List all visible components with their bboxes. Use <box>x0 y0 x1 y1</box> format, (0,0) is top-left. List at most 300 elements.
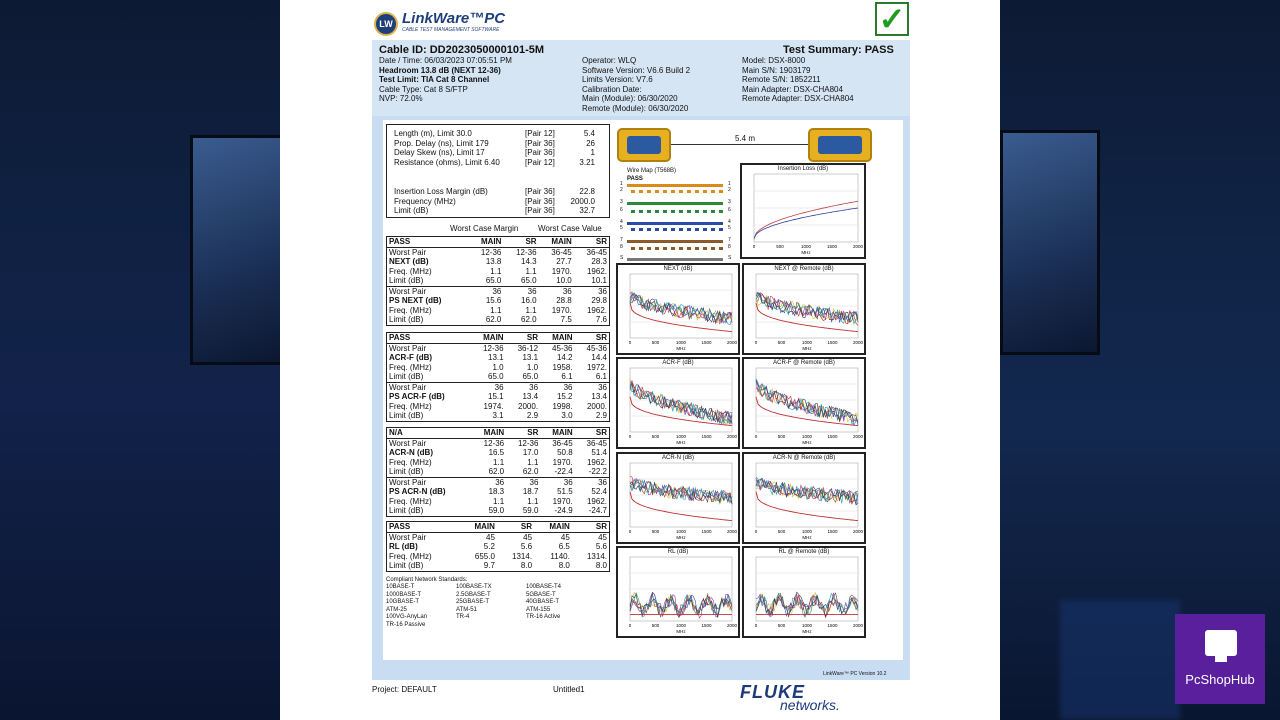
header-info-line: Remote Adapter: DSX-CHA804 <box>742 94 854 103</box>
table-cell: 9.7 <box>483 561 495 570</box>
wiremap-pin-right: 2 <box>728 187 731 193</box>
plot-il <box>740 163 866 259</box>
table-cell: 7.6 <box>595 315 607 324</box>
table-cell: 1.1 <box>527 457 539 467</box>
result-table <box>386 236 610 326</box>
x-tick-label: 2000 <box>852 244 864 249</box>
table-col-header: SR <box>572 522 609 532</box>
plot-canvas <box>618 265 738 353</box>
table-cell: ACR-F (dB) <box>389 353 433 362</box>
worst-margin-label: Worst Case Margin <box>450 224 519 233</box>
table-cell: 2000. <box>586 401 607 411</box>
x-tick-label: 2000 <box>852 434 864 439</box>
x-tick-label: 2000 <box>726 434 738 439</box>
x-axis-unit: MHz <box>802 535 812 540</box>
table-cell: 17.0 <box>522 448 539 457</box>
table-row <box>387 343 609 353</box>
wiremap-pin-left: 7 <box>620 237 623 243</box>
table-cell: Limit (dB) <box>389 315 424 324</box>
summary-label: Limit (dB) <box>394 206 429 215</box>
brand-title: LinkWare™PC <box>402 10 506 27</box>
table-cell: 65.0 <box>521 276 537 285</box>
table-col-header: MAIN <box>472 428 506 438</box>
table-cell: -24.7 <box>588 506 607 515</box>
wiremap-pin-right: 5 <box>728 225 731 231</box>
plot-next <box>616 263 740 355</box>
x-tick-label: 0 <box>754 340 758 345</box>
table-cell: 1962. <box>586 457 607 467</box>
table-cell: 1.1 <box>493 496 505 506</box>
table-cell: 10.1 <box>591 276 607 285</box>
x-tick-label: 1500 <box>701 529 712 534</box>
table-row <box>387 458 609 468</box>
fluke-logo: FLUKE <box>740 682 805 702</box>
table-cell: 1958. <box>552 362 573 372</box>
header-info-line: Model: DSX-8000 <box>742 56 806 65</box>
x-axis-unit: MHz <box>676 440 686 445</box>
table-cell: Freq. (MHz) <box>389 401 432 411</box>
x-axis-unit: MHz <box>676 346 686 351</box>
summary-label: Resistance (ohms), Limit 6.40 <box>394 157 500 167</box>
table-row <box>387 247 609 257</box>
x-tick-label: 500 <box>651 340 660 345</box>
table-cell: 8.0 <box>558 561 570 570</box>
x-tick-label: 2000 <box>726 340 738 345</box>
summary-label: Length (m), Limit 30.0 <box>394 129 472 138</box>
wire-line <box>627 190 723 193</box>
plot-rl <box>616 546 740 638</box>
table-cell: 16.0 <box>521 296 537 305</box>
table-col-header: MAIN <box>534 522 572 532</box>
table-cell: 2.9 <box>595 411 607 420</box>
x-tick-label: 0 <box>752 244 756 249</box>
table-cell: 3.0 <box>561 411 573 420</box>
plot-title: ACR-N @ Remote (dB) <box>772 455 836 461</box>
table-col-header: SR <box>575 333 609 343</box>
x-tick-label: 500 <box>777 340 786 345</box>
table-cell: 50.8 <box>557 448 573 457</box>
table-col-header: SR <box>506 333 540 343</box>
summary-pair: [Pair 36] <box>525 206 555 215</box>
table-cell: 59.0 <box>522 506 539 515</box>
test-summary: Test Summary: PASS <box>783 44 894 56</box>
table-cell: 13.1 <box>522 353 539 362</box>
x-tick-label: 0 <box>754 434 758 439</box>
standard-item: ATM-155 <box>526 606 551 613</box>
table-cell: 65.0 <box>485 276 502 285</box>
x-axis-unit: MHz <box>801 250 811 255</box>
plot-acrn_r <box>742 452 866 544</box>
table-cell: Limit (dB) <box>389 467 424 476</box>
table-cell: 65.0 <box>522 372 539 381</box>
standard-item: TR-4 <box>456 614 470 620</box>
fluke-logo-sub: networks. <box>780 697 840 713</box>
standard-item: 10BASE-T <box>386 584 415 590</box>
header-info-line: Headroom 13.8 dB (NEXT 12-36) <box>379 65 501 75</box>
table-cell: 1.1 <box>527 496 539 506</box>
plot-canvas <box>744 548 864 636</box>
version-label: LinkWare™ PC Version 10.2 <box>823 671 887 677</box>
header-info-line: Test Limit: TIA Cat 8 Channel <box>379 75 490 84</box>
table-cell: 1140. <box>550 551 570 561</box>
table-cell: 45 <box>598 532 607 542</box>
table-cell: 12-36 <box>517 438 539 448</box>
table-cell: 1.1 <box>490 266 502 276</box>
plot-canvas <box>744 454 864 542</box>
table-cell: 45-36 <box>552 343 573 353</box>
x-tick-label: 2000 <box>726 623 738 628</box>
table-cell: 36 <box>471 382 505 392</box>
linkware-logo-icon: LW <box>374 12 398 36</box>
table-cell: 16.5 <box>488 448 505 457</box>
table-cell: 1970. <box>551 266 572 276</box>
pass-check-icon: ✓ <box>875 2 909 36</box>
summary-pair: [Pair 36] <box>525 196 555 206</box>
channel-badge[interactable] <box>1175 614 1265 704</box>
x-tick-label: 1000 <box>801 529 813 534</box>
table-cell: PS NEXT (dB) <box>389 296 442 305</box>
wiremap-pin-right: 3 <box>728 199 731 205</box>
standard-item: 100VG-AnyLan <box>386 614 428 620</box>
wiremap-pin-left: 2 <box>620 187 623 193</box>
x-tick-label: 1500 <box>827 434 838 439</box>
x-tick-label: 1500 <box>701 623 712 628</box>
table-cell: 14.4 <box>591 353 607 362</box>
cable-line <box>671 144 808 145</box>
table-col-header: MAIN <box>540 428 574 438</box>
table-row <box>387 392 609 402</box>
table-col-header: SR <box>497 522 534 532</box>
main-device-icon <box>617 128 671 162</box>
table-cell: 36 <box>539 286 574 296</box>
table-cell: 27.7 <box>556 257 572 266</box>
x-tick-label: 2000 <box>726 529 738 534</box>
wire-line <box>627 184 723 187</box>
table-cell: Limit (dB) <box>389 276 424 285</box>
table-cell: 1.1 <box>525 266 537 276</box>
table-cell: 29.8 <box>591 296 607 305</box>
header-info-line: Remote S/N: 1852211 <box>742 75 821 84</box>
table-row <box>387 561 609 571</box>
table-cell: Limit (dB) <box>389 561 424 570</box>
background-glow <box>1060 600 1180 720</box>
header-info-line: Calibration Date: <box>582 84 642 94</box>
header-info-line: NVP: 72.0% <box>379 94 423 103</box>
wiremap-pin-left: S <box>620 255 624 261</box>
table-col-header: MAIN <box>468 237 503 247</box>
summary-value: 1 <box>590 148 595 157</box>
x-tick-label: 1000 <box>801 623 813 628</box>
table-cell: 45 <box>560 532 570 542</box>
table-cell: Freq. (MHz) <box>389 266 432 276</box>
table-col-header: SR <box>503 237 538 247</box>
length-label: 5.4 m <box>735 134 756 143</box>
worst-value-label: Worst Case Value <box>538 224 602 233</box>
table-cell: 52.4 <box>591 487 607 496</box>
wire-line <box>627 210 723 213</box>
table-cell: Worst Pair <box>387 382 471 392</box>
table-row <box>387 257 609 267</box>
table-col-header: SR <box>506 428 540 438</box>
table-cell: 45 <box>523 532 533 542</box>
table-cell: NEXT (dB) <box>389 257 429 266</box>
table-cell: 13.8 <box>485 257 502 266</box>
header-info-line: Main (Module): 06/30/2020 <box>582 94 678 103</box>
summary-pair: [Pair 36] <box>525 187 555 196</box>
table-cell: 36 <box>574 286 609 296</box>
table-cell: 36 <box>540 477 574 487</box>
table-cell: 1970. <box>551 305 572 315</box>
x-tick-label: 1500 <box>701 340 712 345</box>
table-cell: 36 <box>472 477 506 487</box>
wiremap-pin-left: 8 <box>620 244 623 250</box>
standard-item: 25GBASE-T <box>456 599 490 605</box>
table-cell: 6.1 <box>561 372 573 381</box>
table-cell: 36 <box>506 382 540 392</box>
standard-item: 100BASE-T4 <box>526 584 562 590</box>
summary-value: 32.7 <box>579 206 595 215</box>
x-tick-label: 1500 <box>827 340 838 345</box>
table-status: PASS <box>387 237 468 247</box>
table-status: PASS <box>387 522 459 532</box>
table-cell: 1314. <box>512 551 533 561</box>
x-tick-label: 0 <box>754 623 758 628</box>
x-axis-unit: MHz <box>802 346 812 351</box>
table-cell: 655.0 <box>474 551 495 561</box>
table-cell: Worst Pair <box>387 477 472 487</box>
table-cell: 15.2 <box>556 392 573 401</box>
table-cell: 5.6 <box>595 542 607 551</box>
wiremap-pin-left: 4 <box>620 219 623 225</box>
plot-title: NEXT (dB) <box>663 266 693 272</box>
standard-item: ATM-25 <box>386 606 407 613</box>
summary-value: 3.21 <box>579 157 595 167</box>
standard-item: ATM-51 <box>456 606 477 613</box>
plot-canvas <box>744 265 864 353</box>
x-tick-label: 1000 <box>675 529 687 534</box>
wire-line <box>627 222 723 225</box>
wire-line <box>627 228 723 231</box>
x-tick-label: 2000 <box>852 529 864 534</box>
table-cell: 62.0 <box>488 467 505 476</box>
result-table <box>386 332 610 422</box>
table-cell: 13.1 <box>488 353 504 362</box>
table-cell: 7.5 <box>560 315 572 324</box>
wire-line <box>627 240 723 243</box>
table-cell: 36 <box>575 477 609 487</box>
table-cell: 62.0 <box>485 315 502 324</box>
x-tick-label: 1000 <box>801 434 813 439</box>
summary-pair: [Pair 36] <box>525 148 555 157</box>
table-cell: 36-45 <box>586 438 607 448</box>
result-table <box>386 427 610 517</box>
table-cell: Worst Pair <box>389 532 427 542</box>
table-row <box>387 532 609 542</box>
header-info-line: Date / Time: 06/03/2023 07:05:51 PM <box>379 56 512 65</box>
remote-device-icon <box>808 128 872 162</box>
table-cell: 1962. <box>586 266 607 276</box>
standard-item: 2.5GBASE-T <box>456 591 491 598</box>
table-cell: 6.1 <box>595 372 607 381</box>
table-row <box>387 552 609 562</box>
table-cell: 36-45 <box>552 438 573 448</box>
table-cell: -22.2 <box>588 467 607 476</box>
table-cell: 18.3 <box>488 487 505 496</box>
standard-item: 5GBASE-T <box>526 591 556 598</box>
plot-acrn <box>616 452 740 544</box>
x-axis-unit: MHz <box>802 440 812 445</box>
summary-value: 5.4 <box>583 129 595 138</box>
plot-canvas <box>744 359 864 447</box>
standard-item: 1000BASE-T <box>386 591 422 598</box>
table-cell: 28.8 <box>556 296 572 305</box>
monitor-left <box>190 135 285 365</box>
table-cell: 1962. <box>586 496 607 506</box>
table-row <box>387 542 609 552</box>
x-tick-label: 0 <box>628 623 632 628</box>
table-cell: 1.0 <box>526 362 539 372</box>
plot-title: RL (dB) <box>667 549 689 555</box>
table-cell: 45-36 <box>586 343 607 353</box>
table-row <box>387 467 609 477</box>
table-row <box>387 363 609 373</box>
table-col-header: SR <box>574 237 609 247</box>
x-axis-unit: MHz <box>676 535 686 540</box>
x-tick-label: 1500 <box>827 623 838 628</box>
standard-item: TR-16 Active <box>526 614 561 620</box>
x-tick-label: 500 <box>777 529 786 534</box>
table-cell: Worst Pair <box>389 438 427 448</box>
table-status: PASS <box>387 333 471 343</box>
wiremap-pin-left: 5 <box>620 225 623 231</box>
summary-pair: [Pair 12] <box>525 129 555 138</box>
table-cell: 12-36 <box>483 438 505 448</box>
table-cell: 1998. <box>552 401 573 411</box>
x-tick-label: 500 <box>651 529 660 534</box>
x-tick-label: 0 <box>754 529 758 534</box>
x-tick-label: 0 <box>628 529 632 534</box>
table-cell: Limit (dB) <box>389 372 424 381</box>
wire-line <box>627 247 723 250</box>
table-cell: 36-12 <box>517 343 539 353</box>
table-col-header: MAIN <box>471 333 505 343</box>
wiremap-pin-right: 4 <box>728 219 731 225</box>
table-cell: 5.6 <box>520 542 533 551</box>
wire-line <box>627 202 723 205</box>
plot-title: ACR-N (dB) <box>661 455 694 461</box>
wiremap-pin-right: 7 <box>728 237 731 243</box>
table-cell: 12-36 <box>483 343 504 353</box>
x-axis-unit: MHz <box>802 629 812 634</box>
summary-label: Delay Skew (ns), Limit 17 <box>394 148 485 157</box>
table-row <box>387 448 609 458</box>
x-tick-label: 1000 <box>675 340 687 345</box>
table-cell: 5.2 <box>483 542 495 551</box>
summary-pair: [Pair 12] <box>525 157 555 167</box>
table-cell: Worst Pair <box>389 247 427 257</box>
cable-id: Cable ID: DD2023050000101-5M <box>379 44 545 56</box>
standards-title: Compliant Network Standards: <box>386 577 468 583</box>
table-col-header: MAIN <box>540 333 574 343</box>
wiremap-pin-right: 1 <box>728 181 731 187</box>
table-cell: Limit (dB) <box>389 506 424 515</box>
plot-rl_r <box>742 546 866 638</box>
table-cell: 1.0 <box>492 362 504 372</box>
table-cell: Limit (dB) <box>389 411 424 420</box>
file-label: Untitled1 <box>553 685 585 694</box>
table-cell: ACR-N (dB) <box>389 448 433 457</box>
table-cell: 65.0 <box>488 372 504 381</box>
table-cell: 45 <box>486 532 495 542</box>
plot-title: Insertion Loss (dB) <box>777 166 829 172</box>
table-col-header: MAIN <box>459 522 497 532</box>
header-info-line: Main Adapter: DSX-CHA804 <box>742 84 843 94</box>
monitor-icon <box>1205 630 1237 656</box>
table-cell: -22.4 <box>554 467 573 476</box>
x-tick-label: 1000 <box>800 244 812 249</box>
table-cell: 1970. <box>552 496 573 506</box>
table-cell: PS ACR-N (dB) <box>389 487 446 496</box>
table-cell: 1.1 <box>493 457 505 467</box>
summary-value: 26 <box>586 138 595 148</box>
table-cell: 18.7 <box>522 487 539 496</box>
table-cell: 1972. <box>586 362 607 372</box>
table-col-header: MAIN <box>539 237 574 247</box>
plot-acrf <box>616 357 740 449</box>
table-row <box>387 477 609 487</box>
table-cell: 6.5 <box>558 542 570 551</box>
plot-next_r <box>742 263 866 355</box>
standard-item: 10GBASE-T <box>386 599 420 605</box>
table-row <box>387 296 609 306</box>
table-cell: 15.6 <box>485 296 502 305</box>
header-info-line: Remote (Module): 06/30/2020 <box>582 103 689 113</box>
plot-title: ACR-F @ Remote (dB) <box>773 360 835 366</box>
table-row <box>387 267 609 277</box>
x-tick-label: 0 <box>628 434 632 439</box>
x-tick-label: 1500 <box>827 529 838 534</box>
table-row <box>387 382 609 392</box>
table-cell: 8.0 <box>595 561 607 570</box>
brand-subtitle: CABLE TEST MANAGEMENT SOFTWARE <box>402 27 500 33</box>
wiremap-pin-right: 8 <box>728 244 731 250</box>
x-tick-label: 500 <box>776 244 784 249</box>
table-row <box>387 438 609 448</box>
x-axis-unit: MHz <box>676 629 686 634</box>
x-tick-label: 2000 <box>852 623 864 628</box>
header-info-line: Limits Version: V7.6 <box>582 75 653 84</box>
table-row <box>387 497 609 507</box>
wiremap-pin-right: S <box>728 255 732 261</box>
table-row <box>387 402 609 412</box>
table-cell: Freq. (MHz) <box>389 457 432 467</box>
standard-item: 40GBASE-T <box>526 599 560 605</box>
table-cell: 36 <box>575 382 609 392</box>
standard-item: TR-16 Passive <box>386 621 426 628</box>
wiremap-title: Wire Map (T568B) <box>627 168 677 174</box>
wiremap-pin-left: 1 <box>620 181 623 187</box>
standard-item: 100BASE-TX <box>456 584 492 590</box>
header-info-line: Cable Type: Cat 8 S/FTP <box>379 84 468 94</box>
table-cell: 59.0 <box>488 506 505 515</box>
table-cell: 1970. <box>552 457 573 467</box>
wiremap-result: PASS <box>627 176 643 182</box>
x-tick-label: 500 <box>777 623 786 628</box>
table-cell: 36 <box>468 286 503 296</box>
wire-line <box>627 258 723 261</box>
table-cell: 1.1 <box>525 305 537 315</box>
table-row <box>387 411 609 421</box>
